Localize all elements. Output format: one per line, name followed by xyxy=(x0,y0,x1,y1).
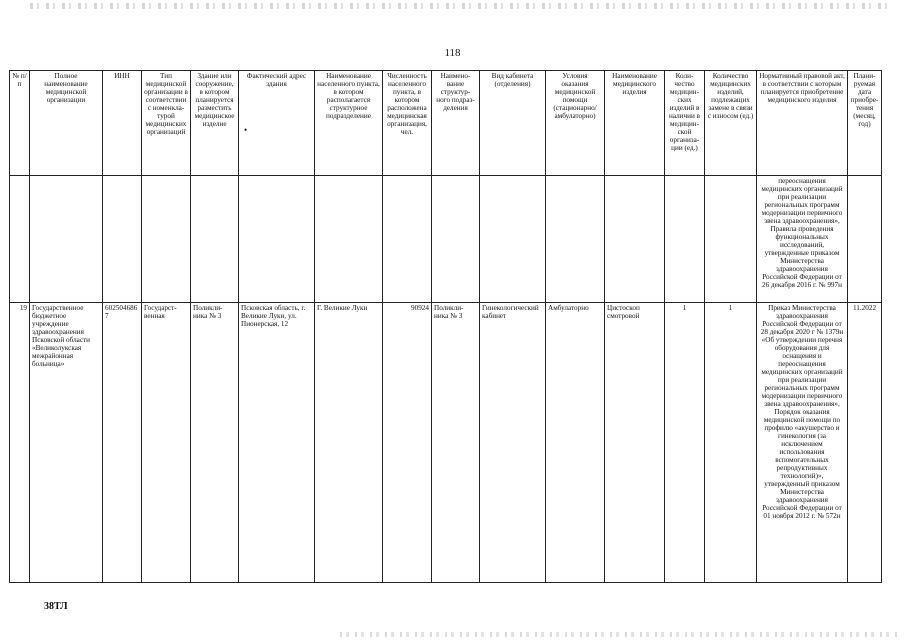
building-cell: Поликли- ника № 3 xyxy=(191,303,239,583)
device-cell: Цистоскоп смотровой xyxy=(605,303,665,583)
header-cell: Условия оказания медицинской помощи (стационарно/ амбулаторно) xyxy=(546,71,605,176)
equipment-table xyxy=(9,70,882,583)
address-cell: Псковская область, г. Великие Луки, ул. Пионерская, 12 xyxy=(239,303,315,583)
table-header-row xyxy=(10,71,882,176)
page-number: 118 xyxy=(444,47,461,59)
header-cell: Коли- чество медицин- ских изделий в наличии в медицин- ской организа- ции (ед.) xyxy=(665,71,705,176)
conditions-cell: Амбулаторно xyxy=(546,303,605,583)
qty-available-cell: 1 xyxy=(665,303,705,583)
org-name-cell: Государственное бюджетное учреждение здравоохранения Псковской области «Великолукская межрайонная больница» xyxy=(30,303,103,583)
act-cell: Приказ Министерства здравоохранения Российской Федерации от 28 декабря 2020 г № 1379н «Об утверждении перечня оборудования для оснащения и переоснащения медицинских организаций при реализации региональных программ модернизации первичного звена здравоохранения», Порядок оказания медицинской помощи по профилю «акушерство и гинекология (за исключением использования вспомогательных репродуктивных технологий)», утвержденный приказом Министерства здравоохранения Российской Федерации от 01 ноября 2012 г. № 572н xyxy=(757,303,848,583)
continuation-act-cell: переоснащения медицинских организаций при реализации региональных программ модернизации первичного звена здравоохранения», Правила проведения функциональных исследований, утвержденные приказом Министерства здравоохранения Российской Федерации от 26 декабря 2016 г. № 997н xyxy=(757,175,848,303)
header-cell: Плани- руемая дата приобре- тения (месяц, год) xyxy=(848,71,882,176)
header-cell: Вид кабинета (отделения) xyxy=(480,71,546,176)
locality-cell: Г. Великие Луки xyxy=(315,303,383,583)
scan-artifact-bottom xyxy=(340,632,900,637)
header-cell: № п/п xyxy=(10,71,30,176)
header-cell: Тип медицинской организации в соответствии с номенкла- турой медицинских организаций xyxy=(142,71,191,176)
footer-code: 38ТЛ xyxy=(44,601,68,612)
header-cell: Полное наименование медицинской организации xyxy=(30,71,103,176)
header-cell: Наимено- вание структур- ного подраз- деления xyxy=(432,71,480,176)
header-cell: Наименование медицинского изделия xyxy=(605,71,665,176)
inn-cell: 6025046867 xyxy=(103,303,142,583)
cabinet-cell: Гинекологический кабинет xyxy=(480,303,546,583)
header-cell: Нормативный правовой акт, в соответствии с которым планируется приобретение медицинского изделия xyxy=(757,71,848,176)
header-cell: ИНН xyxy=(103,71,142,176)
header-cell: Наименование населенного пункта, в котором располагается структурное подразделение xyxy=(315,71,383,176)
header-cell: Фактический адрес здания xyxy=(246,72,307,88)
table-row xyxy=(10,303,882,583)
org-type-cell: Государст- венная xyxy=(142,303,191,583)
qty-replace-cell: 1 xyxy=(705,303,757,583)
row-number: 19 xyxy=(10,303,30,583)
header-cell: Численность населенного пункта, в котором расположена медицинская организация, чел. xyxy=(383,71,432,176)
header-cell-address xyxy=(239,71,315,176)
population-cell: 90924 xyxy=(383,303,432,583)
table-row-continuation xyxy=(10,175,882,303)
subdivision-cell: Поликли- ника № 3 xyxy=(432,303,480,583)
header-mark: • xyxy=(244,125,248,135)
date-cell: 11.2022 xyxy=(848,303,882,583)
header-cell: Количество медицинских изделий, подлежащих замене в связи с износом (ед.) xyxy=(705,71,757,176)
scan-artifact-top xyxy=(30,3,890,9)
header-cell: Здание или сооружение, в котором планируется разместить медицинское изделие xyxy=(191,71,239,176)
